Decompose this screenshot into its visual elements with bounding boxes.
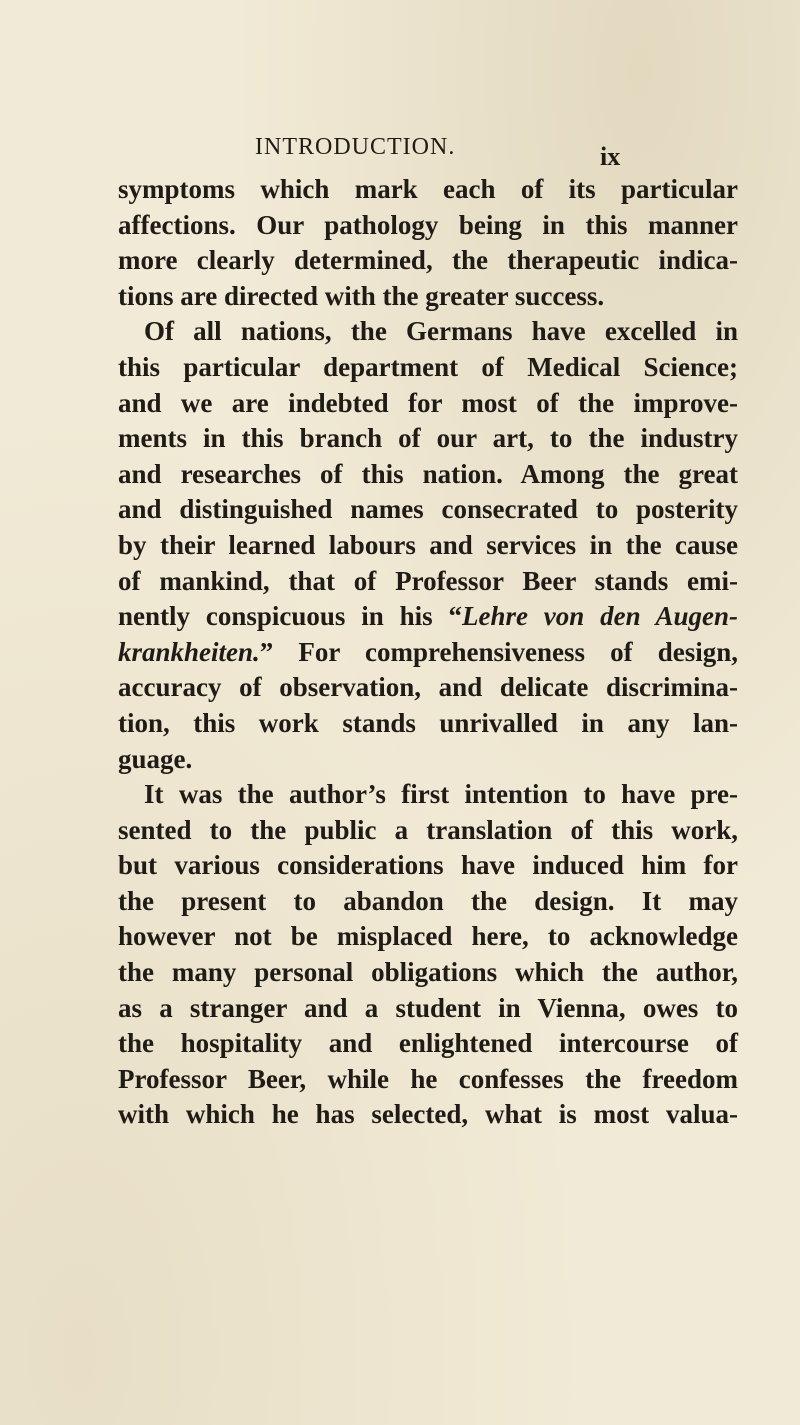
text-line: sented to the public a translation of this work, <box>118 814 738 845</box>
text-line <box>118 635 738 671</box>
book-title-italic: Lehre von den Augen- <box>461 601 738 632</box>
running-head <box>0 134 800 174</box>
text-line: of mankind, that of Professor Beer stands emi- <box>118 565 738 596</box>
text-line: tions are directed with the greater success. <box>118 280 605 311</box>
text-line: more clearly determined, the therapeutic indica- <box>118 245 738 276</box>
text-line: and researches of this nation. Among the great <box>118 458 738 489</box>
text-line: Professor Beer, while he confesses the freedom <box>118 1063 738 1094</box>
text-line: by their learned labours and services in the cause <box>118 529 738 560</box>
text-line: as a stranger and a student in Vienna, owes to <box>118 992 738 1023</box>
text-line <box>118 599 738 635</box>
text-line: Of all nations, the Germans have excelled in <box>144 316 738 347</box>
text-line: however not be misplaced here, to acknowledge <box>118 921 738 952</box>
text-line: and we are indebted for most of the improve- <box>118 387 738 418</box>
text-line: the hospitality and enlightened intercourse of <box>118 1028 738 1059</box>
text-line: this particular department of Medical Science; <box>118 351 738 382</box>
text-line: but various considerations have induced him for <box>118 850 738 881</box>
text-line: with which he has selected, what is most valua- <box>118 1099 738 1130</box>
text-line-roman: nently conspicuous in his “ <box>118 601 462 632</box>
book-title-italic: krankheiten. <box>118 636 260 667</box>
text-line: It was the author’s first intention to have pre- <box>144 779 738 810</box>
text-line: the present to abandon the design. It may <box>118 885 738 916</box>
text-line: the many personal obligations which the author, <box>118 957 738 988</box>
text-line: symptoms which mark each of its particular <box>118 174 738 204</box>
text-line: guage. <box>118 743 193 774</box>
text-line: accuracy of observation, and delicate discrimina- <box>118 672 738 703</box>
text-line: tion, this work stands unrivalled in any lan- <box>118 707 738 738</box>
body-text <box>118 172 738 1133</box>
text-line: ments in this branch of our art, to the industry <box>118 423 738 454</box>
text-line-roman: ” For comprehensiveness of design, <box>259 636 738 667</box>
page-number: ix <box>600 142 621 171</box>
text-line: affections. Our pathology being in this manner <box>118 209 738 240</box>
running-title: INTRODUCTION. <box>255 134 456 160</box>
text-line: and distinguished names consecrated to posterity <box>118 494 738 525</box>
